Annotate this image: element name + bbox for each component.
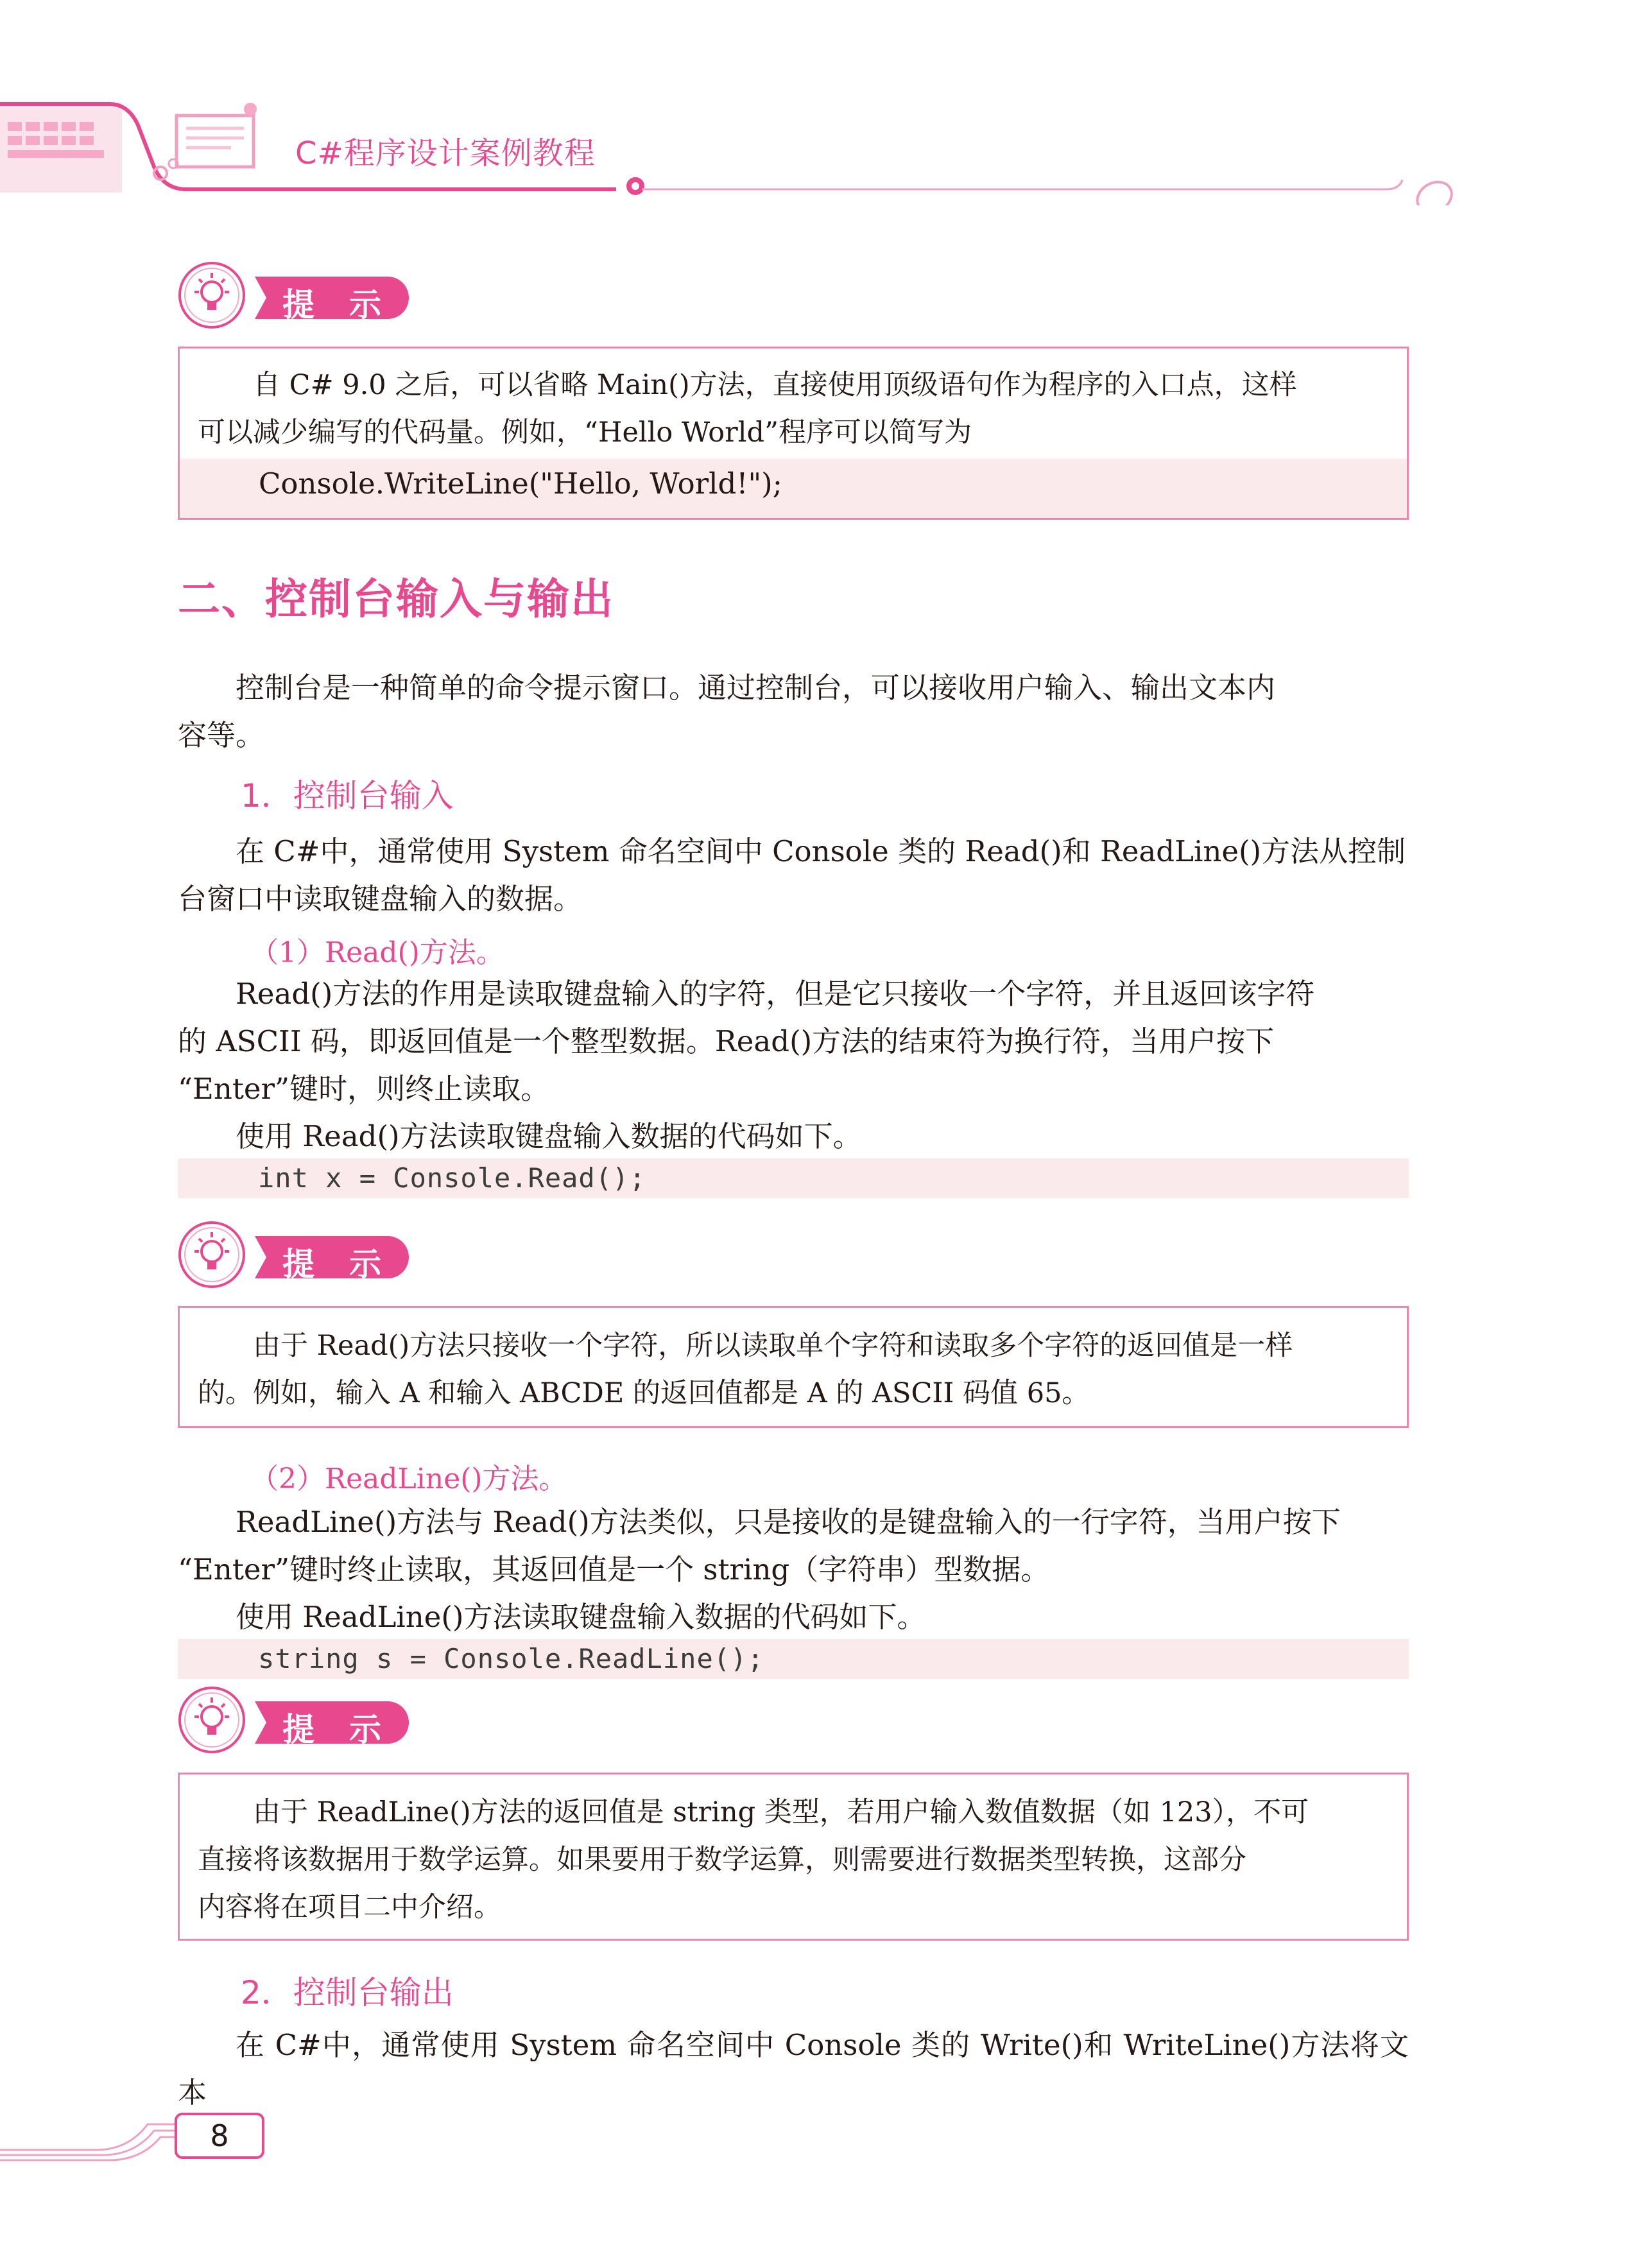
tip1-line1: 自 C# 9.0 之后，可以省略 Main()方法，直接使用顶级语句作为程序的入口点，这样 — [253, 369, 1297, 401]
tip1-code: Console.WriteLine("Hello, World!"); — [259, 467, 782, 501]
tip-box-2 — [178, 1306, 1409, 1428]
read-code: int x = Console.Read(); — [258, 1162, 646, 1194]
tip3-line1: 由于 ReadLine()方法的返回值是 string 类型，若用户输入数值数据（如 123），不可 — [253, 1796, 1309, 1828]
tip-label: 提 示 — [282, 1711, 383, 1748]
tip3-line3: 内容将在项目二中介绍。 — [198, 1891, 501, 1923]
read-line2: 的 ASCII 码，即返回值是一个整型数据。Read()方法的结束符为换行符，当用户按下 — [178, 1024, 1275, 1058]
tip1-line2: 可以减少编写的代码量。例如，“Hello World”程序可以简写为 — [198, 417, 972, 449]
tip-label: 提 示 — [282, 286, 383, 323]
subsection-2-heading: 2．控制台输出 — [241, 1974, 454, 2011]
book-title: C#程序设计案例教程 — [295, 135, 596, 171]
readline-method-heading: （2）ReadLine()方法。 — [250, 1463, 567, 1495]
read-method-heading: （1）Read()方法。 — [250, 936, 504, 969]
lightbulb-icon — [176, 260, 247, 331]
intro-line1: 控制台是一种简单的命令提示窗口。通过控制台，可以接收用户输入、输出文本内 — [236, 671, 1276, 705]
tip-badge — [176, 260, 414, 331]
tip3-line2: 直接将该数据用于数学运算。如果要用于数学运算，则需要进行数据类型转换，这部分 — [198, 1844, 1246, 1876]
read-line1: Read()方法的作用是读取键盘输入的字符，但是它只接收一个字符，并且返回该字符 — [236, 977, 1315, 1011]
tip-badge — [176, 1219, 414, 1290]
intro-line2: 容等。 — [178, 718, 265, 752]
header-decoration — [0, 96, 1457, 205]
readline-code-block — [178, 1639, 1409, 1679]
sub1-line1: 在 C#中，通常使用 System 命名空间中 Console 类的 Read()和 ReadLine()方法从控制 — [236, 834, 1406, 868]
tip2-line2: 的。例如，输入 A 和输入 ABCDE 的返回值都是 A 的 ASCII 码值 65。 — [198, 1377, 1090, 1409]
tip2-line1: 由于 Read()方法只接收一个字符，所以读取单个字符和读取多个字符的返回值是一样 — [253, 1330, 1293, 1362]
tip-box-3 — [178, 1773, 1409, 1941]
readline-line2: “Enter”键时终止读取，其返回值是一个 string（字符串）型数据。 — [178, 1552, 1050, 1586]
lightbulb-icon — [176, 1219, 247, 1290]
read-line3: “Enter”键时，则终止读取。 — [178, 1072, 550, 1106]
footer-decoration — [0, 2111, 180, 2163]
page-number: 8 — [175, 2113, 264, 2159]
tip-badge — [176, 1685, 414, 1755]
read-code-intro: 使用 Read()方法读取键盘输入数据的代码如下。 — [236, 1119, 862, 1153]
read-code-block — [178, 1158, 1409, 1198]
tip-box-1 — [178, 347, 1409, 520]
readline-code: string s = Console.ReadLine(); — [258, 1643, 764, 1674]
sub2-line1: 在 C#中，通常使用 System 命名空间中 Console 类的 Write()和 WriteLine()方法将文本 — [178, 2028, 1409, 2109]
section-title: 二、控制台输入与输出 — [178, 574, 614, 624]
lightbulb-icon — [176, 1685, 247, 1755]
readline-line1: ReadLine()方法与 Read()方法类似，只是接收的是键盘输入的一行字符，当用户按下 — [236, 1505, 1341, 1539]
readline-code-intro: 使用 ReadLine()方法读取键盘输入数据的代码如下。 — [236, 1600, 926, 1634]
tip-label: 提 示 — [282, 1246, 383, 1283]
sub1-line2: 台窗口中读取键盘输入的数据。 — [178, 882, 583, 916]
subsection-1-heading: 1．控制台输入 — [241, 777, 454, 814]
